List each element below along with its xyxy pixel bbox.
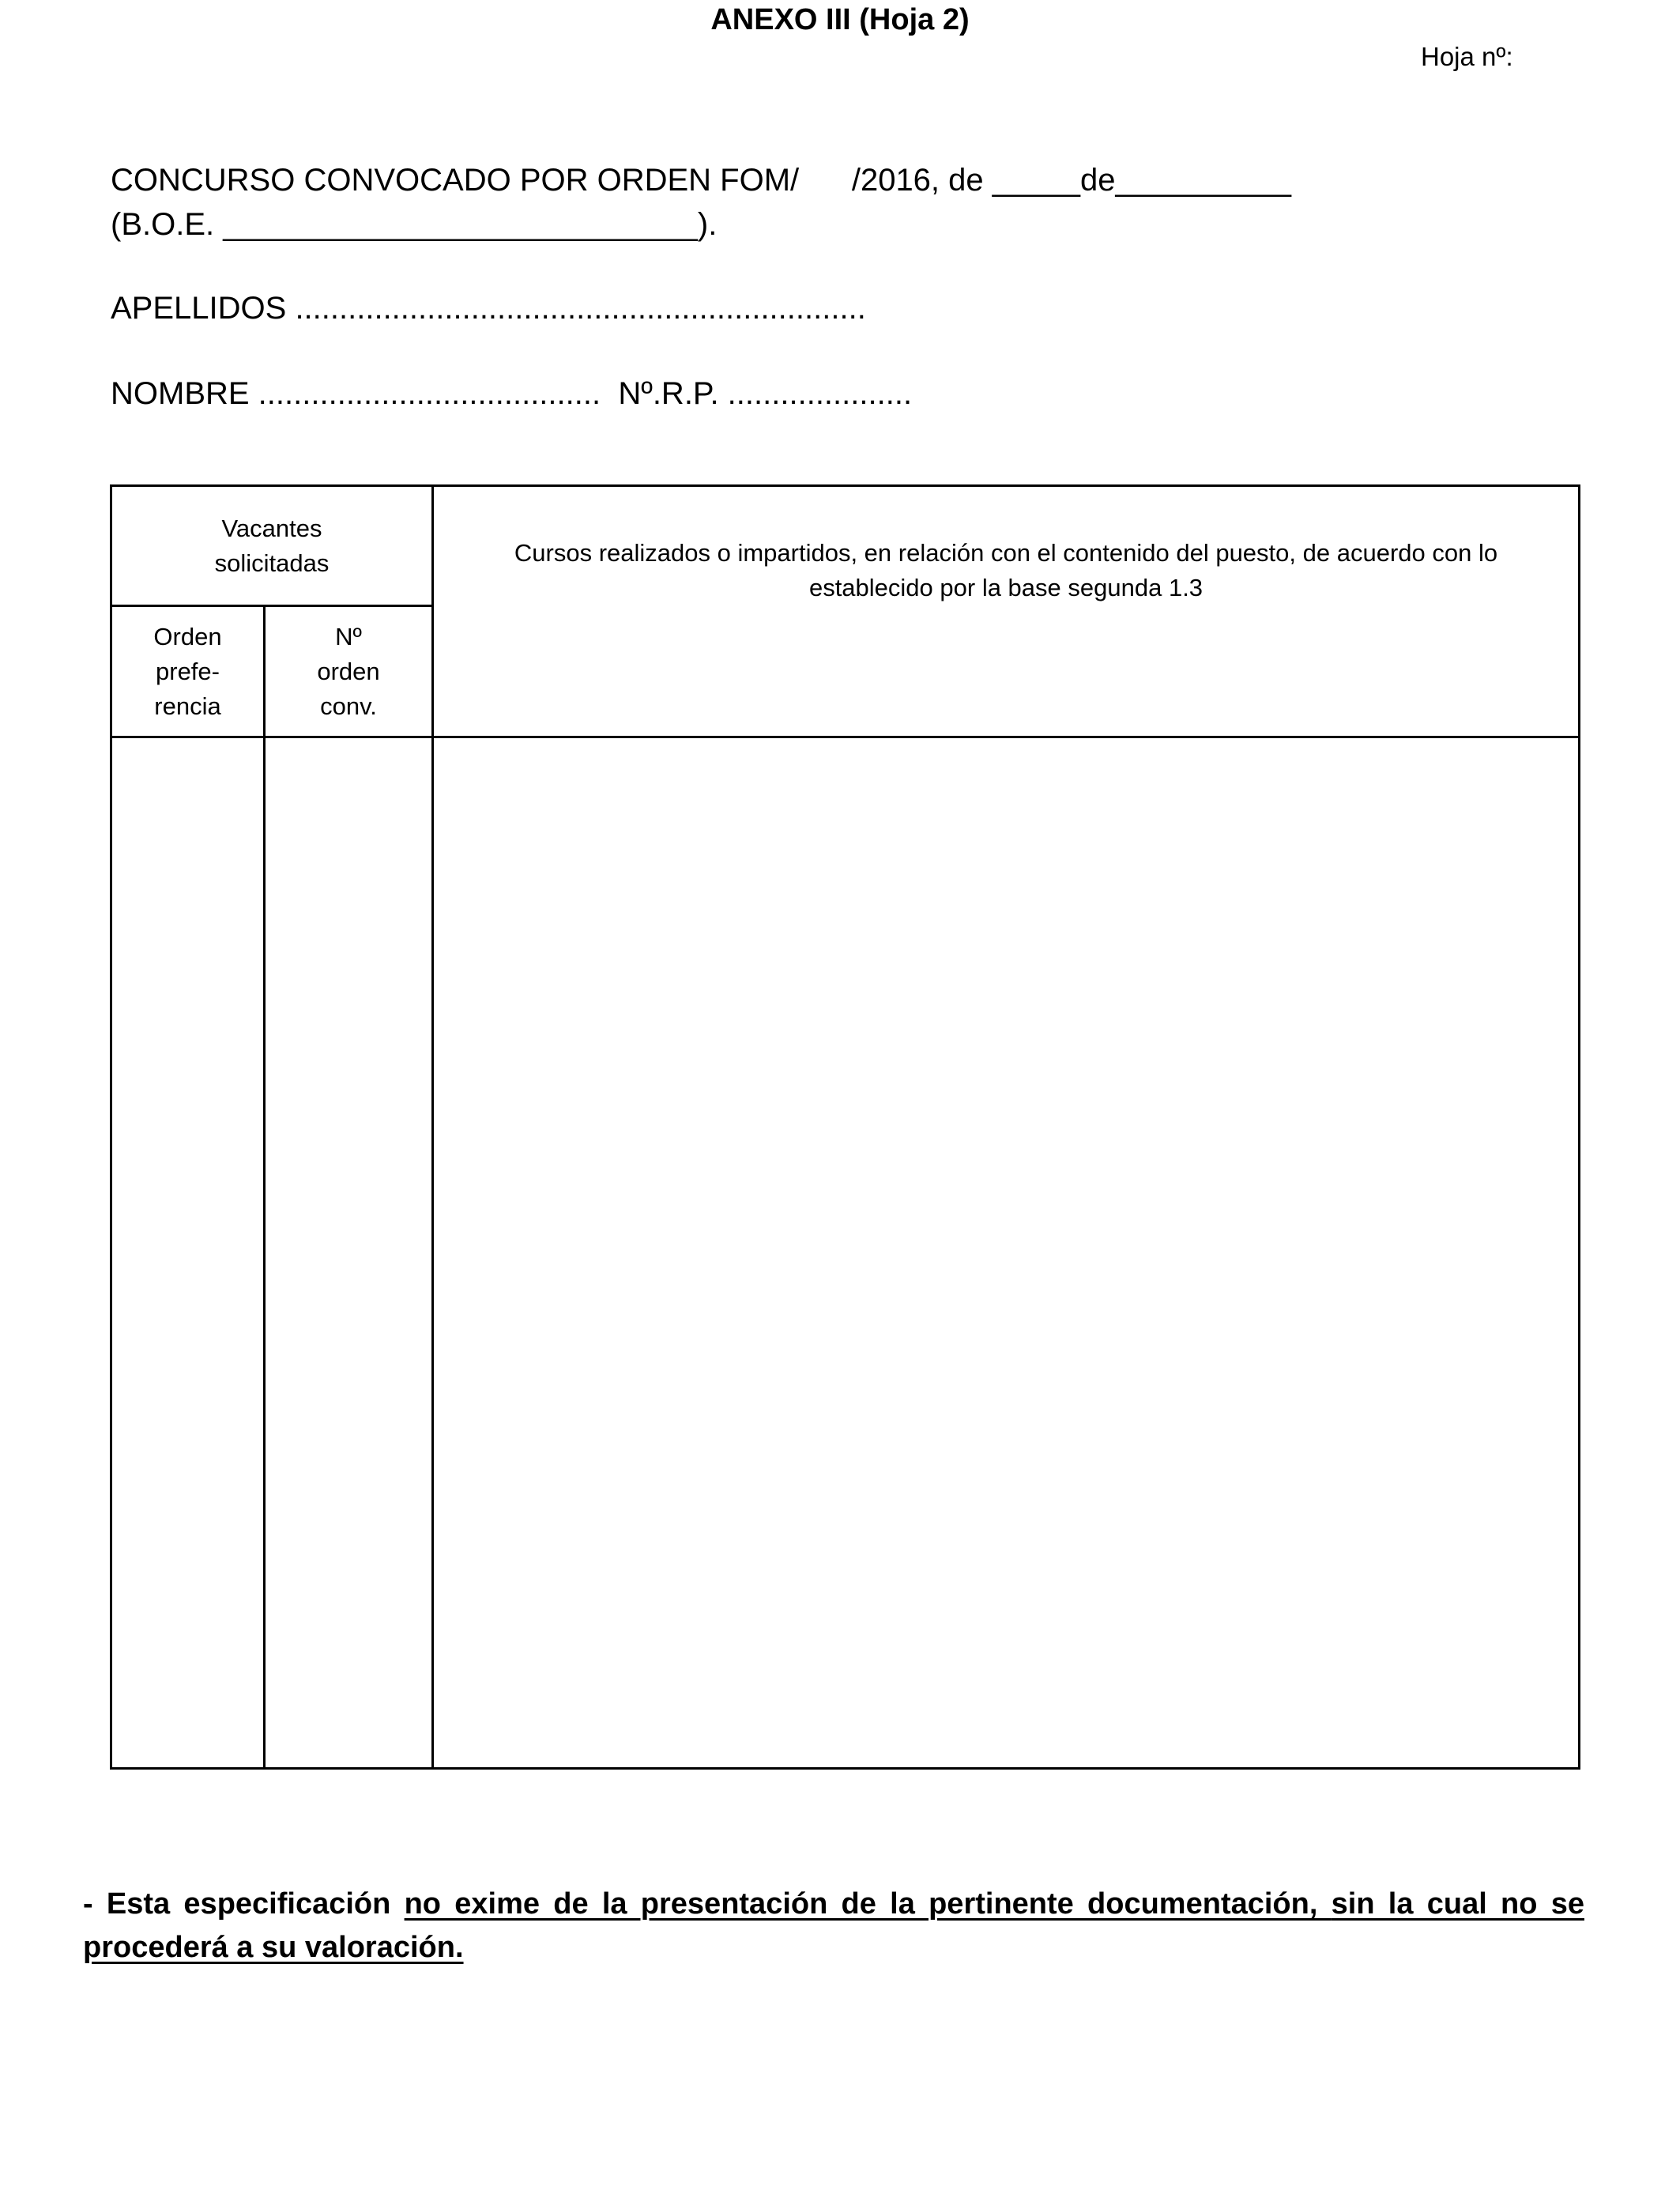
courses-header: Cursos realizados o impartidos, en relación con el contenido del puesto, de acuerdo con lo establecido por la base segunda 1.3 [514, 539, 1498, 601]
document-title: ANEXO III (Hoja 2) [710, 3, 970, 36]
surnames-line: APELLIDOS ................................................................. [111, 291, 866, 326]
courses-table [110, 484, 1580, 1770]
table-header-row [111, 486, 1580, 606]
documentation-note [83, 1883, 1584, 1970]
courses-header-cell [433, 486, 1580, 737]
preference-order-header-cell [111, 606, 265, 737]
note-underlined-part-1: no exime de la presentación de la pertinente documentación, [404, 1887, 1332, 1921]
sheet-number-label: Hoja nº: [1421, 42, 1513, 71]
courses-entry-cell[interactable] [433, 737, 1580, 1769]
preference-order-header: Orden prefe- rencia [153, 622, 222, 720]
vacancies-header-cell [111, 486, 433, 606]
note-prefix: - Esta especificación [83, 1887, 405, 1921]
preference-order-entry-cell[interactable] [111, 737, 265, 1769]
call-order-header-cell [265, 606, 433, 737]
note-underlined-part-2: sin la cual no se procederá a su valoración. [83, 1887, 1584, 1964]
call-order-entry-cell[interactable] [265, 737, 433, 1769]
call-order-header: Nº orden conv. [317, 622, 380, 720]
vacancies-header: Vacantes solicitadas [214, 514, 330, 577]
contest-line: CONCURSO CONVOCADO POR ORDEN FOM/ /2016, de _____de__________ [111, 163, 1291, 198]
boe-line: (B.O.E. ___________________________). [111, 207, 718, 242]
name-line: NOMBRE ....................................... Nº.R.P. ..................... [111, 376, 913, 411]
table-entry-row [111, 737, 1580, 1769]
